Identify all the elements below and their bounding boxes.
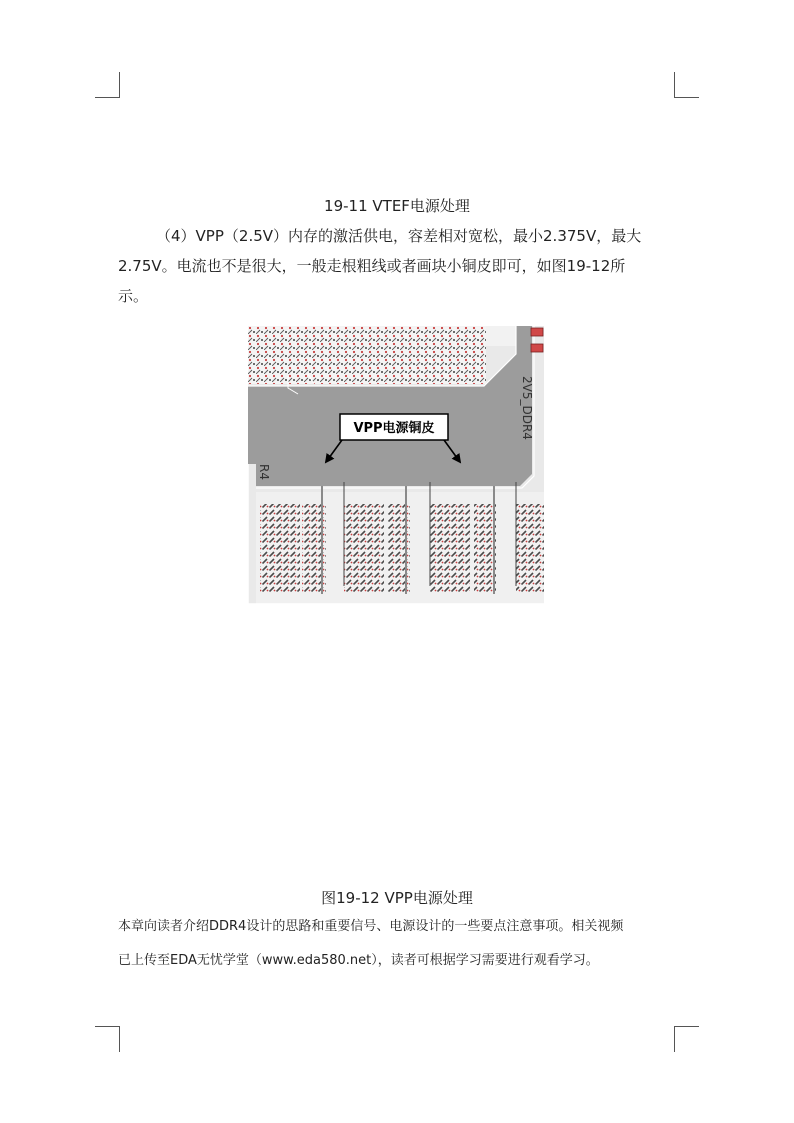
crop-mark-bottom-left-h <box>95 1026 120 1027</box>
chapter-note <box>118 910 678 978</box>
net-label-2v5-ddr4: 2V5_DDR4 <box>520 376 534 440</box>
crop-mark-top-right-h <box>674 97 699 98</box>
crop-mark-top-right-v <box>674 72 675 98</box>
crop-mark-bottom-right-v <box>674 1026 675 1052</box>
callout-label: VPP电源铜皮 <box>353 421 435 436</box>
ref-label-r4: R4 <box>257 464 271 480</box>
paragraph-line-3: 示。 <box>118 287 149 305</box>
crop-mark-top-left-h <box>95 97 120 98</box>
crop-mark-top-left-v <box>119 72 120 98</box>
figure-caption-19-12: 图19-12 VPP电源处理 <box>321 889 473 907</box>
body-paragraph <box>118 221 676 311</box>
paragraph-line-2: 2.75V。电流也不是很大，一般走根粗线或者画块小铜皮即可，如图19-12所 <box>118 257 626 275</box>
pcb-layout-figure <box>248 326 544 604</box>
figure-caption-19-11: 19-11 VTEF电源处理 <box>324 197 470 215</box>
note-line-1: 本章向读者介绍DDR4设计的思路和重要信号、电源设计的一些要点注意事项。相关视频 <box>118 919 624 934</box>
note-line-2: 已上传至EDA无忧学堂（www.eda580.net），读者可根据学习需要进行观看学习。 <box>118 953 599 968</box>
crop-mark-bottom-left-v <box>119 1026 120 1052</box>
paragraph-line-1: （4）VPP（2.5V）内存的激活供电，容差相对宽松，最小2.375V，最大 <box>156 227 642 245</box>
crop-mark-bottom-right-h <box>674 1026 699 1027</box>
